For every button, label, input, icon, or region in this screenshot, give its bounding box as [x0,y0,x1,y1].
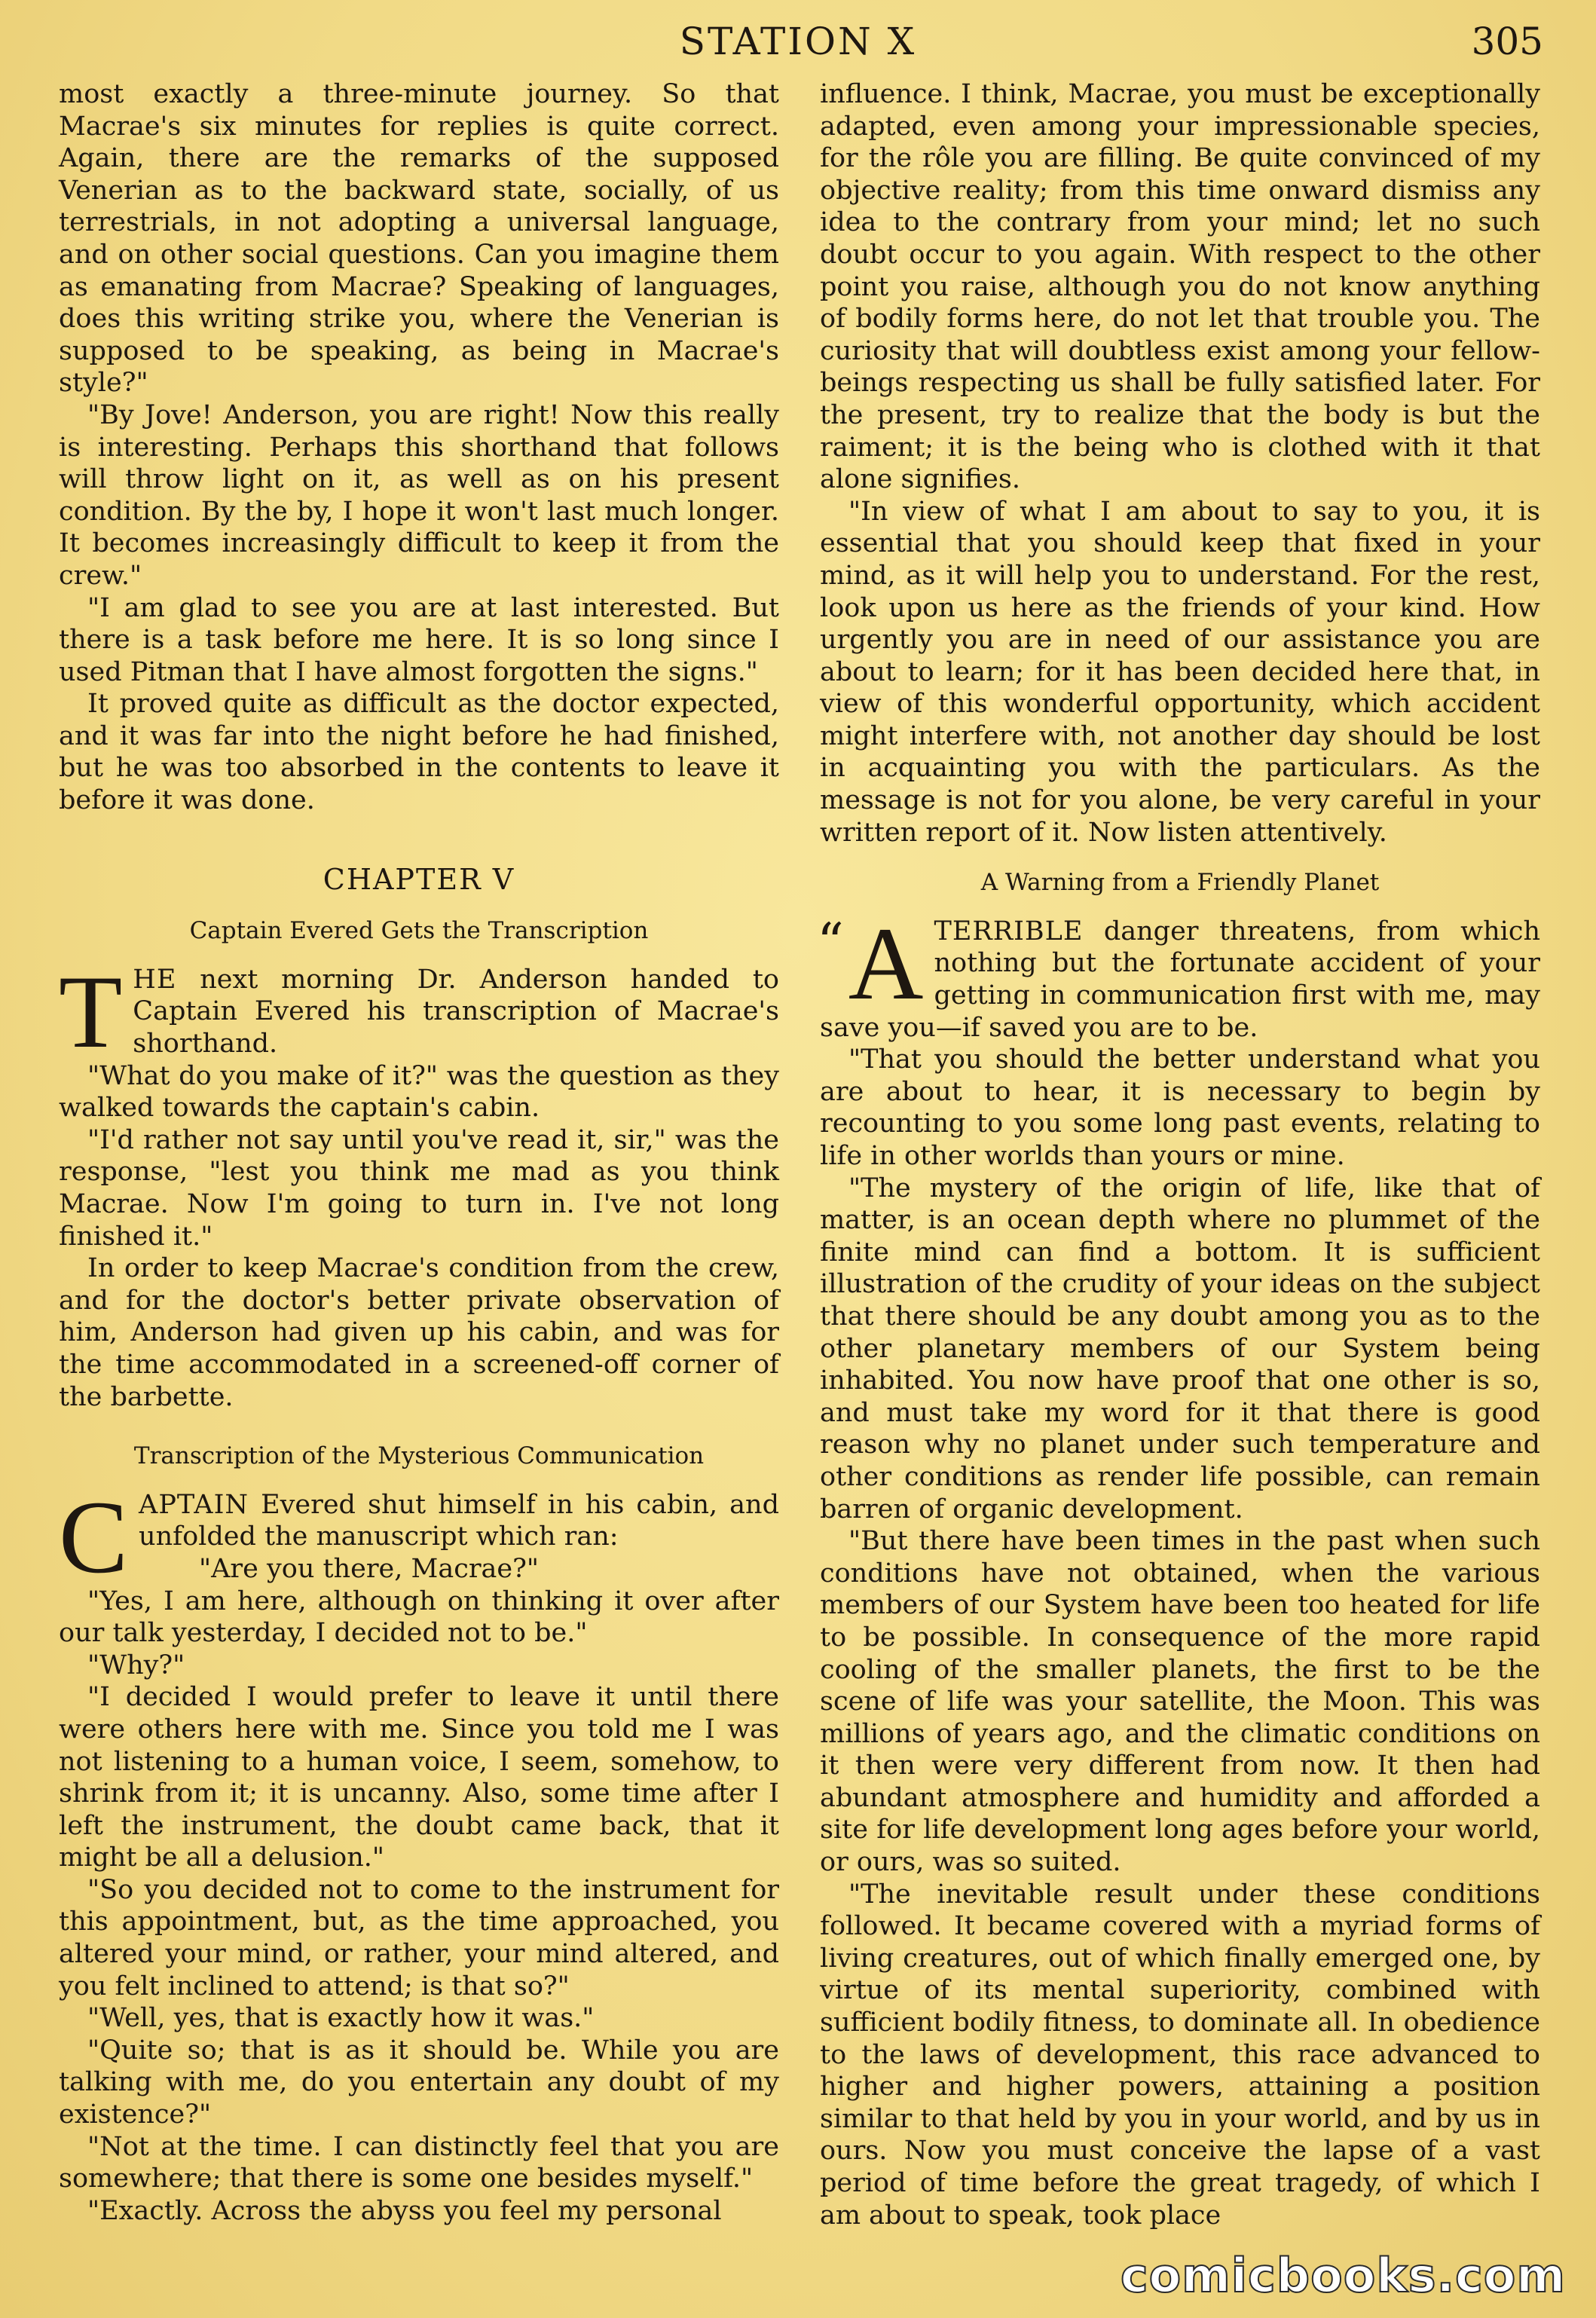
paragraph: "The mystery of the origin of life, like that of matter, is an ocean depth where no plummet of the finite mind can find a bottom. It is sufficient illustration of the crudity of your ideas on the subject that there should be any doubt among you as to the other planetary members of our System being inhabited. You now have proof that one other is so, and must take my word for it that there is good reason why no planet under such temperature and other conditions as render life possible, can remain barren of organic development. [820,1173,1540,1524]
running-title: STATION X [679,20,917,63]
paragraph-text: next morning Dr. Anderson handed to Captain Evered his transcription of Macrae's shorthand. [133,964,779,1060]
paragraph-with-drop-cap [59,953,779,1069]
chapter-heading: CHAPTER V [323,862,515,896]
paragraph: "That you should the better understand what you are about to hear, it is necessary to begin by recounting to you some long past events, relating to life in other worlds than yours or mine. [820,1044,1540,1171]
watermark-logo: comicbooks.com [1120,2248,1566,2303]
paragraph: most exactly a three-minute journey. So that Macrae's six minutes for replies is quite correct. Again, there are the remarks of the supposed Venerian as to the backward state, socially, of us terrestrials, in not adopting a universal language, and on other social questions. Can you imagine them as emanating from Macrae? Speaking of languages, does this writing strike you, where the Venerian is supposed to be speaking, as being in Macrae's style?" [59,79,779,399]
paragraph: "Exactly. Across the abyss you feel my personal [87,2195,722,2226]
paragraph: "By Jove! Anderson, you are right! Now this really is interesting. Perhaps this shorthand that follows will throw light on it, as well as on his present condition. By the by, I hope it won't last much longer. It becomes increasingly difficult to keep it from the crew." [59,399,779,591]
paragraph: "I am glad to see you are at last interested. But there is a task before me here. It is so long since I used Pitman that I have almost forgotten the signs." [59,592,779,687]
small-caps-lead: TERRIBLE [934,916,1084,946]
paragraph: "I decided I would prefer to leave it until there were others here with me. Since you told me I was not listening to a human voice, I seem, somehow, to shrink from it; it is uncanny. Also, some time after I left the instrument, the doubt came back, that it might be all a delusion." [59,1682,779,1873]
page-header [0,17,1596,69]
paragraph: "Well, yes, that is exactly how it was." [87,2003,595,2034]
paragraph: It proved quite as difficult as the doctor expected, and it was far into the night before he had finished, but he was too absorbed in the contents to leave it before it was done. [59,689,779,816]
paragraph: "Quite so; that is as it should be. While you are talking with me, do you entertain any doubt of my existence?" [59,2035,779,2130]
section-subheading: Transcription of the Mysterious Communication [133,1442,705,1470]
drop-cap: T [59,953,123,1069]
section-subheading: A Warning from a Friendly Planet [980,869,1380,897]
paragraph: "What do you make of it?" was the question as they walked towards the captain's cabin. [59,1060,779,1124]
paragraph: "Yes, I am here, although on thinking it over after our talk yesterday, I decided not to be." [59,1586,779,1649]
paragraph: "The inevitable result under these conditions followed. It became covered with a myriad forms of living creatures, out of which finally emerged one, by virtue of its mental superiority, combined with sufficient bodily fitness, to dominate all. In obedience to the laws of development, this race advanced to higher and higher powers, attaining a position similar to that held by you in your world, and by us in ours. Now you must conceive the lapse of a vast period of time before the great tragedy, of which I am about to speak, took place [820,1879,1540,2231]
paragraph: In order to keep Macrae's condition from the crew, and for the doctor's better private observation of him, Anderson had given up his cabin, and was for the time accommodated in a screened-off corner of the barbette. [59,1253,779,1412]
paragraph: "Why?" [87,1650,185,1680]
small-caps-lead: HE [133,964,177,995]
paragraph: "I'd rather not say until you've read it, sir," was the response, "lest you think me mad as you think Macrae. Now I'm going to turn in. I've not long finished it." [59,1124,779,1252]
page-number: 305 [1471,20,1543,63]
paragraph: "So you decided not to come to the instrument for this appointment, but, as the time approached, you altered your mind, or rather, your mind altered, and you felt inclined to attend; is that so?" [59,1874,779,2001]
drop-cap: C [59,1479,129,1595]
drop-cap: A [848,905,924,1021]
paragraph-with-drop-cap [817,905,1540,1044]
small-caps-lead: APTAIN [139,1489,249,1520]
paragraph: "Are you there, Macrae?" [199,1553,539,1584]
paragraph: influence. I think, Macrae, you must be exceptionally adapted, even among your impressionable species, for the rôle you are filling. Be quite convinced of my objective reality; from this time onward dismiss any idea to the contrary from your mind; let no such doubt occur to you again. With respect to the other point you raise, although you do not know anything of bodily forms here, do not let that trouble you. The curiosity that will doubtless exist among your fellow-beings respecting us shall be fully satisfied later. For the present, try to realize that the body is but the raiment; it is the being who is clothed with it that alone signifies. [820,79,1540,495]
paragraph: "Not at the time. I can distinctly feel that you are somewhere; that there is some one besides myself." [59,2131,779,2194]
paragraph-text: Evered shut himself in his cabin, and unfolded the manuscript which ran: [139,1489,779,1552]
right-column [817,78,1540,2231]
opening-quote-mark: “ [817,911,844,974]
left-column [59,78,779,2227]
section-subheading: Captain Evered Gets the Transcription [189,917,649,945]
paragraph: "In view of what I am about to say to you, it is essential that you should keep that fixed in your mind, as it will help you to understand. For the rest, look upon us here as the friends of your kind. How urgently you are in need of our assistance you are about to learn; for it has been decided here that, in view of this wonderful opportunity, which accident might interfere with, not another day should be lost in acquainting you with the particulars. As the message is not for you alone, be very careful in your written report of it. Now listen attentively. [820,496,1540,848]
paragraph-text: danger threatens, from which nothing but the fortunate accident of your getting in communication first with me, may save you—if saved you are to be. [820,916,1540,1043]
paragraph: "But there have been times in the past when such conditions have not obtained, when the various members of our System have been too heated for life to be possible. In consequence of the more rapid cooling of the smaller planets, the first to be the scene of life was your satellite, the Moon. This was millions of years ago, and the climatic conditions on it then were very different from now. It then had abundant atmosphere and humidity and afforded a site for life development long ages before your world, or ours, was so suited. [820,1526,1540,1878]
